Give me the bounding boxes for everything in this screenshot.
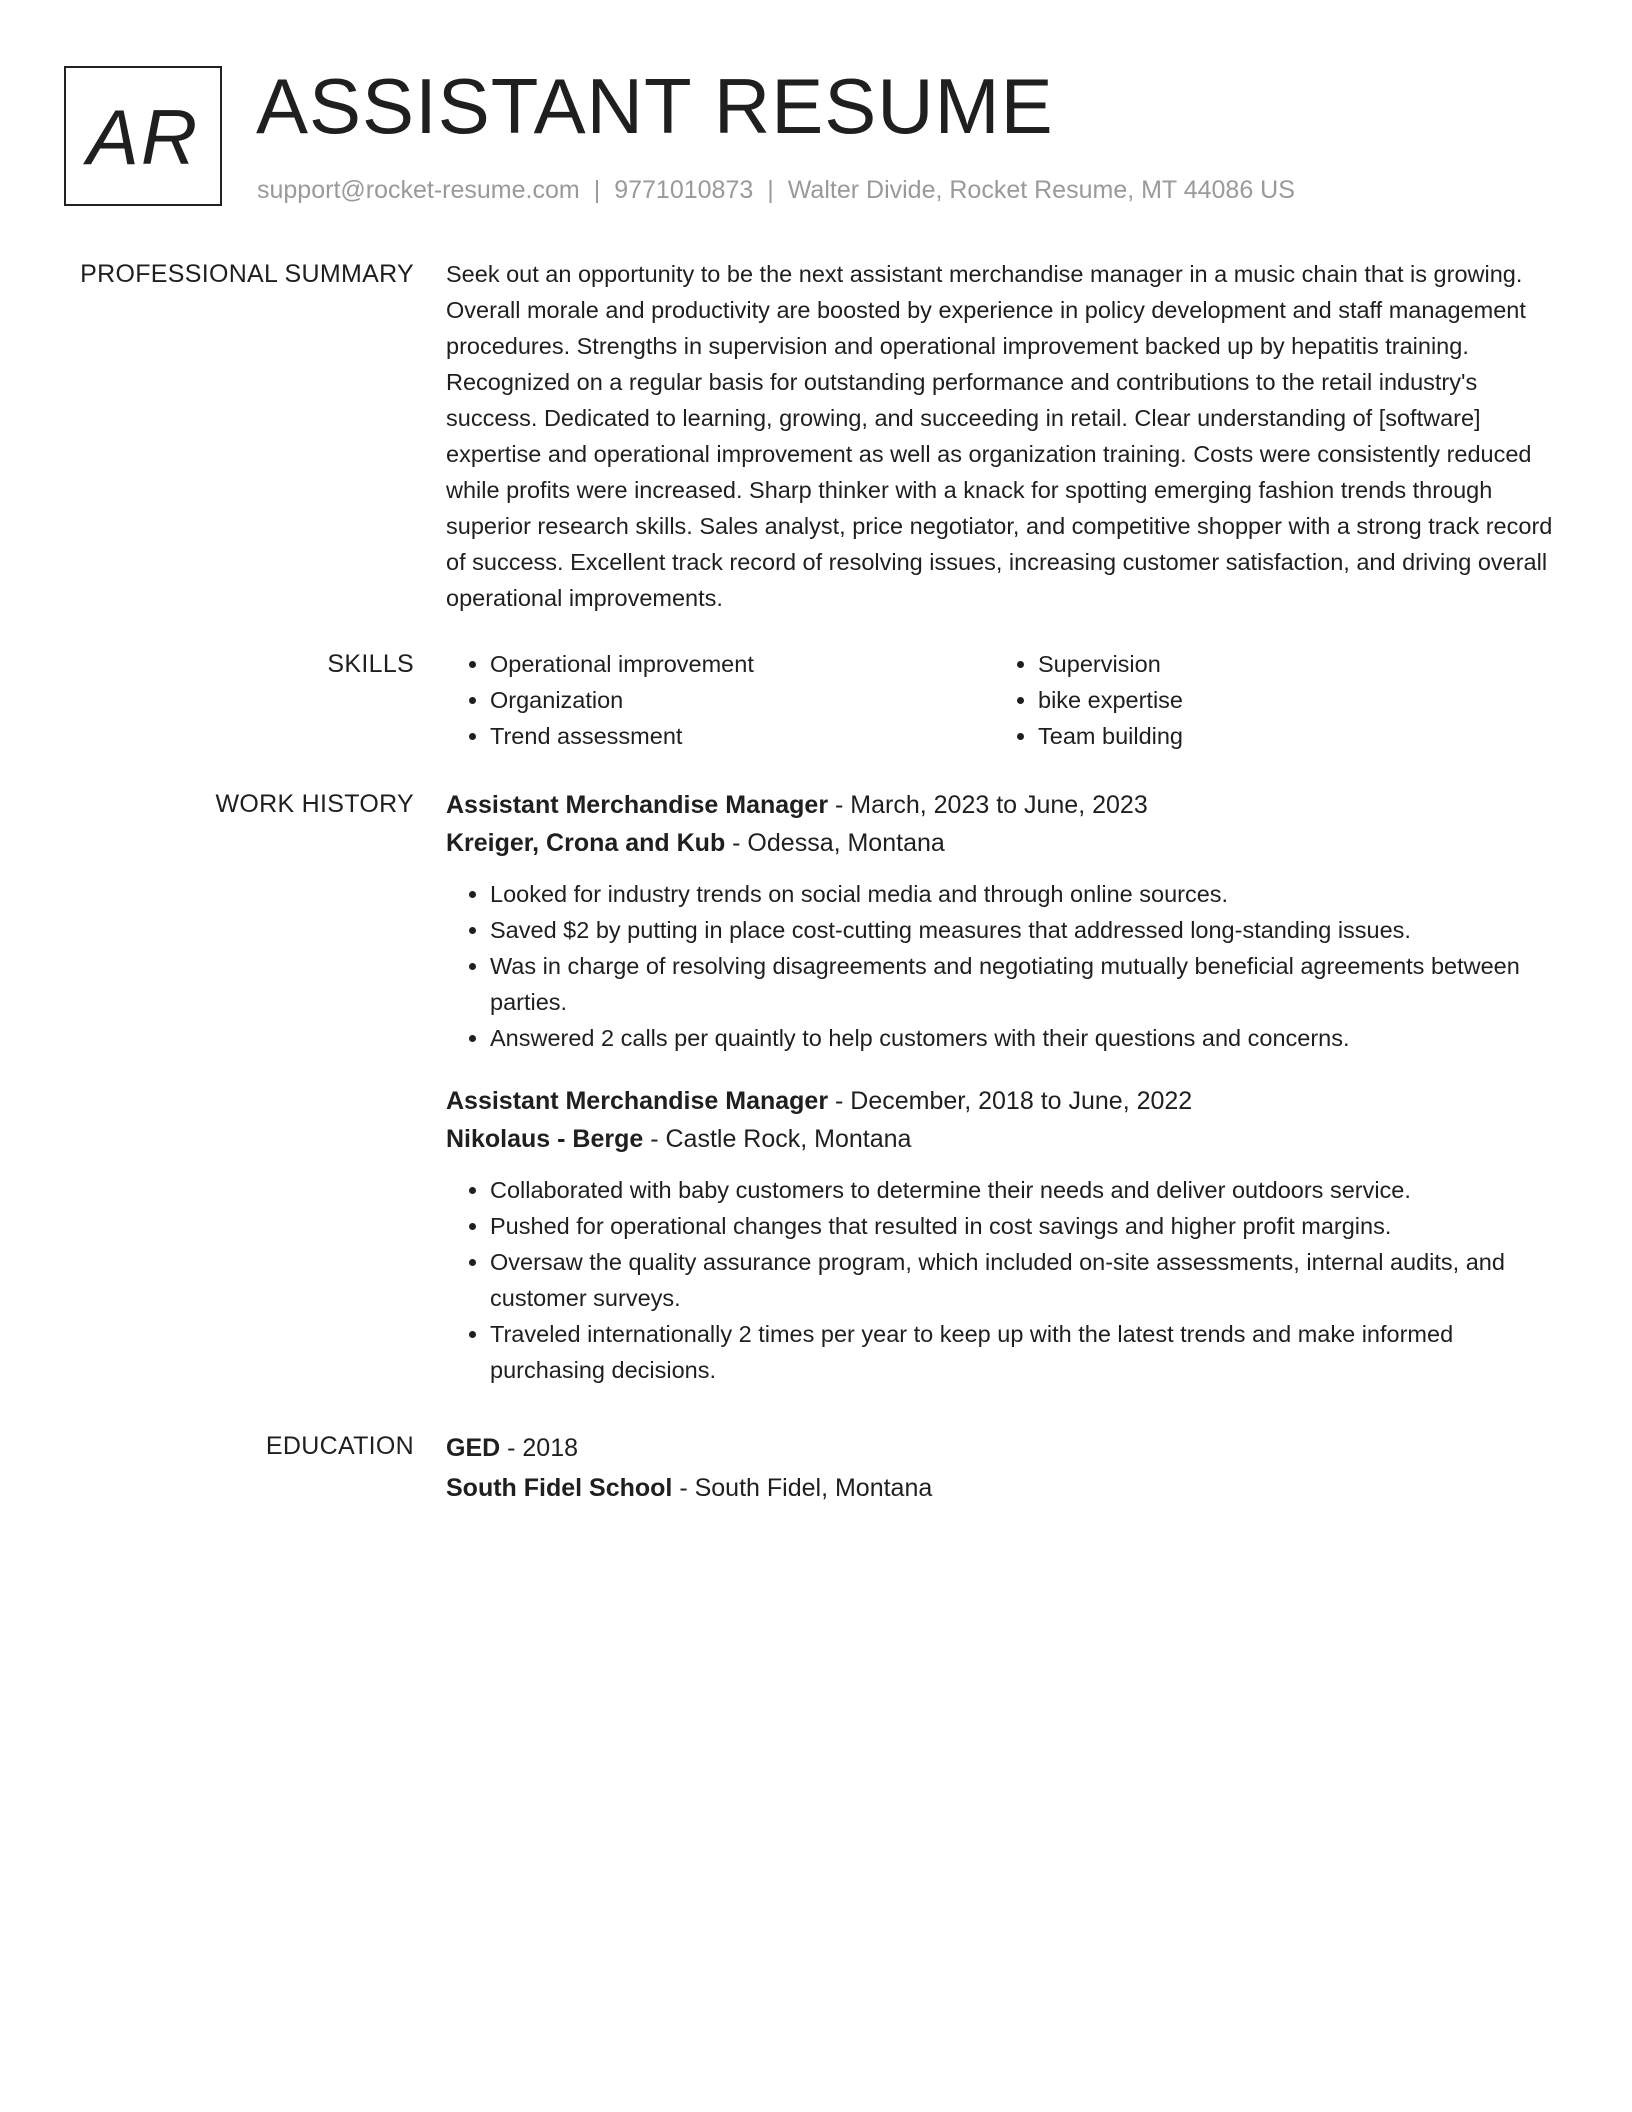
summary-body <box>446 256 1562 616</box>
summary-section <box>0 256 1632 616</box>
job-title-line <box>446 786 1562 824</box>
education-degree: GED <box>446 1434 501 1462</box>
skill-item: • Team building <box>1038 718 1542 754</box>
job-company: Kreiger, Crona and Kub <box>446 829 726 857</box>
skills-section <box>0 646 1632 766</box>
job-dates: - March, 2023 to June, 2023 <box>828 791 1148 819</box>
contact-email: support@rocket-resume.com <box>257 176 580 204</box>
skill-item: • Trend assessment <box>490 718 994 754</box>
job-bullet: • Pushed for operational changes that resulted in cost savings and higher profit margins. <box>490 1208 1562 1244</box>
contact-separator: | <box>767 176 774 204</box>
monogram-box <box>64 66 222 206</box>
skill-item: • Operational improvement <box>490 646 994 682</box>
job-entry <box>446 1082 1562 1388</box>
skills-body <box>446 646 1562 754</box>
job-bullet: • Was in charge of resolving disagreements and negotiating mutually beneficial agreements between parties. <box>490 948 1562 1020</box>
job-dates: - December, 2018 to June, 2022 <box>828 1087 1193 1115</box>
job-title: Assistant Merchandise Manager <box>446 791 829 819</box>
job-bullet: • Oversaw the quality assurance program, which included on-site assessments, internal audits, and customer surveys. <box>490 1244 1562 1316</box>
education-school: South Fidel School <box>446 1474 673 1502</box>
contact-line <box>257 176 1295 205</box>
job-entry <box>446 786 1562 1056</box>
contact-phone: 9771010873 <box>614 176 754 204</box>
job-bullet: • Saved $2 by putting in place cost-cutting measures that addressed long-standing issues. <box>490 912 1562 948</box>
skills-heading: SKILLS <box>327 650 414 678</box>
job-location: - Odessa, Montana <box>725 829 945 857</box>
contact-address: Walter Divide, Rocket Resume, MT 44086 US <box>787 176 1295 204</box>
work-history-section <box>0 786 1632 1406</box>
job-bullets <box>446 876 1562 1056</box>
education-body <box>446 1428 1562 1508</box>
job-bullet: • Traveled internationally 2 times per year to keep up with the latest trends and make informed purchasing decisions. <box>490 1316 1562 1388</box>
job-title-line <box>446 1082 1562 1120</box>
education-year: - 2018 <box>500 1434 579 1462</box>
skills-grid <box>446 646 1562 754</box>
skill-item: • Supervision <box>1038 646 1542 682</box>
education-school-line <box>446 1468 1562 1508</box>
job-bullet: • Answered 2 calls per quaintly to help customers with their questions and concerns. <box>490 1020 1562 1056</box>
summary-text: Seek out an opportunity to be the next assistant merchandise manager in a music chain that is growing. Overall morale and productivity are boosted by experience in policy development and staff management procedures. Strengths in supervision and operational improvement backed up by hepatitis training. Recognized on a regular basis for outstanding performance and contributions to the retail industry's success. Dedicated to learning, growing, and succeeding in retail. Clear understanding of [software] expertise and operational improvement as well as organization training. Costs were consistently reduced while profits were increased. Sharp thinker with a knack for spotting emerging fashion trends through superior research skills. Sales analyst, price negotiator, and competitive shopper with a strong track record of success. Excellent track record of resolving issues, increasing customer satisfaction, and driving overall operational improvements. <box>446 261 1553 611</box>
job-company-line <box>446 824 1562 862</box>
resume-header <box>64 62 1564 216</box>
job-location: - Castle Rock, Montana <box>643 1125 912 1153</box>
resume-title: ASSISTANT RESUME <box>256 62 1054 150</box>
education-degree-line <box>446 1428 1562 1468</box>
skills-list-right <box>994 646 1542 754</box>
skill-item: • Organization <box>490 682 994 718</box>
contact-separator: | <box>593 176 601 204</box>
work-history-heading: WORK HISTORY <box>215 790 414 818</box>
job-title: Assistant Merchandise Manager <box>446 1087 829 1115</box>
job-bullet: • Looked for industry trends on social media and through online sources. <box>490 876 1562 912</box>
skills-list-left <box>446 646 994 754</box>
job-company-line <box>446 1120 1562 1158</box>
work-history-body <box>446 786 1562 1414</box>
job-bullet: • Collaborated with baby customers to determine their needs and deliver outdoors service. <box>490 1172 1562 1208</box>
monogram-initials: AR <box>86 93 200 181</box>
job-company: Nikolaus - Berge <box>446 1125 644 1153</box>
skill-item: • bike expertise <box>1038 682 1542 718</box>
education-heading: EDUCATION <box>265 1432 414 1460</box>
summary-heading: PROFESSIONAL SUMMARY <box>80 260 414 288</box>
education-location: - South Fidel, Montana <box>672 1474 933 1502</box>
education-section <box>0 1428 1632 1528</box>
job-bullets <box>446 1172 1562 1388</box>
